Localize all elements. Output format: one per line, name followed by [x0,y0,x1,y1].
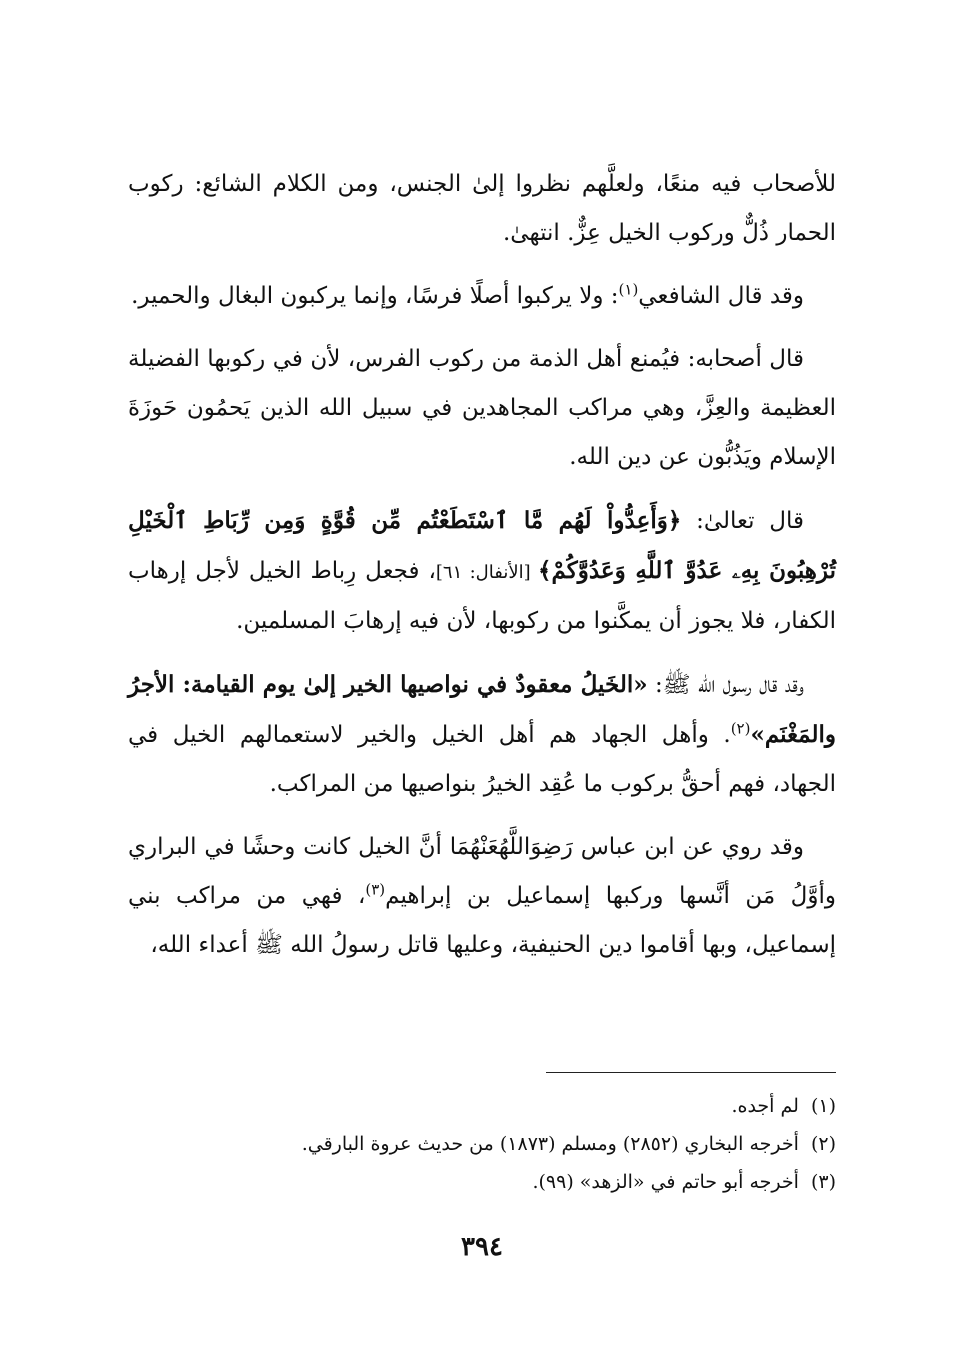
paragraph-6-rest: ، فهي من مراكب بني إسماعيل، وبها أقاموا دين الحنيفية، وعليها قاتل رسولُ الله ﷺ أعداء الله، [128,883,836,958]
main-text [128,160,836,984]
footnotes [128,1087,836,1201]
paragraph-2-rest: : ولا يركبوا أصلًا فرسًا، وإنما يركبون البغال والحمير. [131,283,619,309]
page-number: ٣٩٤ [461,1232,503,1262]
paragraph-4-rest: ، فجعل رِباط الخيل لأجل إرهاب الكفار، فلا يجوز أن يمكَّنوا من ركوبها، لأن فيه إرهابَ المسلمين. [128,558,836,634]
paragraph-5-rest: . وأهل الجهاد هم أهل الخيل والخير لاستعمالهم الخيل في الجهاد، فهم أحقُّ بركوب ما عُقِد الخيرُ بنواصيها من المراكب. [128,722,836,797]
footnote-2 [128,1125,836,1163]
footnote-ref-2[interactable]: (٢) [730,719,751,738]
footnote-2-number: (٢) [810,1133,836,1155]
paragraph-4 [128,496,836,646]
footnote-divider [546,1072,836,1073]
paragraph-3 [128,335,836,482]
paragraph-2-text: وقد قال الشافعي [638,283,804,309]
paragraph-4-intro: قال تعالىٰ: [681,508,804,534]
paragraph-2 [128,272,836,321]
footnote-3-number: (٣) [810,1171,836,1193]
footnote-ref-1[interactable]: (١) [618,280,639,299]
paragraph-3-text: قال أصحابه: فيُمنع أهل الذمة من ركوب الفرس، لأن في ركوبها الفضيلة العظيمة والعِزَّ، وهي مراكب المجاهدين في سبيل الله الذين يَحمُون حَوزَةَ الإسلام ويَذُبُّون عن دين الله. [128,346,836,470]
paragraph-5 [128,660,836,809]
footnote-1-number: (١) [810,1095,836,1117]
footnote-3-text: أخرجه أبو حاتم في «الزهد» (٩٩). [532,1171,799,1193]
hadith-text: «الخَيلُ معقودٌ في نواصيها الخير إلىٰ يوم القيامة: الأجرُ والمَغْنَم» [128,671,836,748]
paragraph-1 [128,160,836,258]
footnote-1 [128,1087,836,1125]
verse-reference: [الأنفال: ٦١] [435,562,538,583]
footnote-ref-3[interactable]: (٣) [365,880,386,899]
paragraph-5-intro: وقد قال رسول الله ﷺ: [647,672,804,698]
paragraph-6 [128,823,836,970]
footnote-3 [128,1163,836,1201]
footnote-1-text: لم أجده. [731,1095,799,1117]
paragraph-1-text: للأصحاب فيه منعًا، ولعلَّهم نظروا إلىٰ الجنس، ومن الكلام الشائع: ركوب الحمار ذُلٌّ وركوب الخيل عِزٌّ. انتهىٰ. [128,171,836,246]
paragraph-6-text: وقد روي عن ابن عباس رَضِوَاللَّهُعَنْهُمَا أنَّ الخيل كانت وحشًا في البراري وأوَّلُ مَن أنَّسها وركبها إسماعيل بن إبراهيم [128,834,836,909]
footnote-2-text: أخرجه البخاري (٢٨٥٢) ومسلم (١٨٧٣) من حديث عروة البارقي. [301,1133,799,1155]
quran-verse: ﴿وَأَعِدُّواْ لَهُم مَّا ٱسْتَطَعْتُم مِّن قُوَّةٍ وَمِن رِّبَاطِ ٱلْخَيْلِ تُرْهِبُونَ بِهِۦ عَدُوَّ ٱللَّهِ وَعَدُوَّكُمْ﴾ [128,507,837,584]
